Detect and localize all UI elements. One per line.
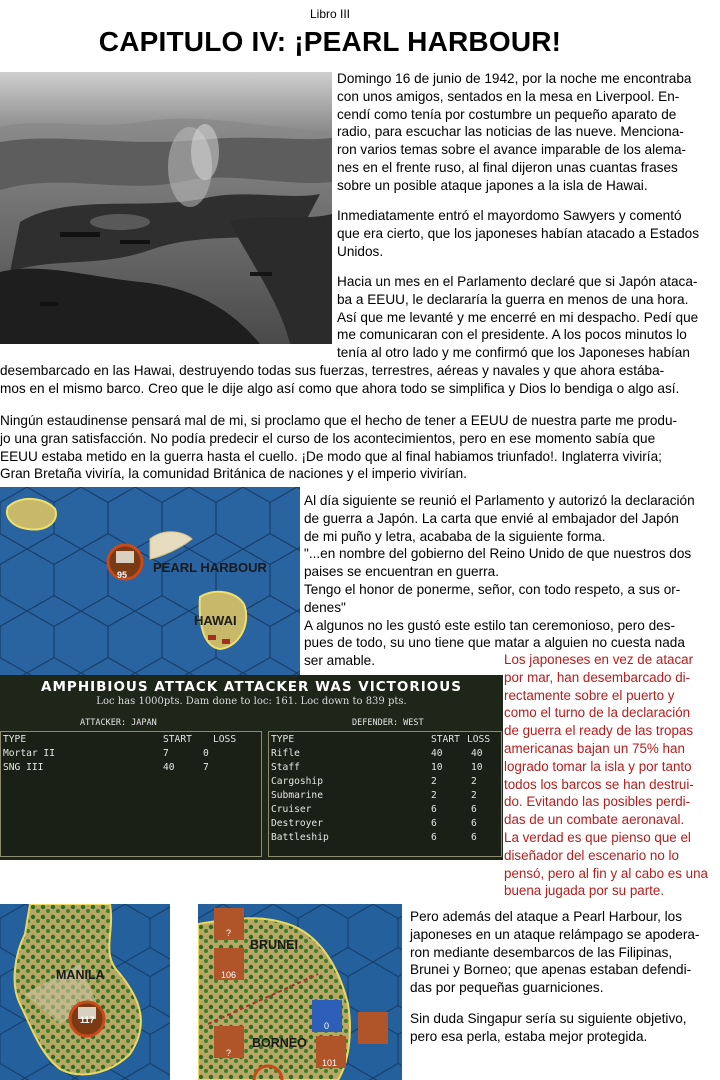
attacker-col-start: START — [163, 734, 192, 745]
table-cell: 7 — [163, 748, 169, 759]
table-cell: 6 — [471, 804, 477, 815]
table-cell: 10 — [471, 762, 483, 773]
label-pearl-harbour: PEARL HARBOUR — [153, 560, 267, 575]
report-subtitle: Loc has 1000pts. Dam done to loc: 161. Loc down to 839 pts. — [96, 696, 407, 707]
report-title: AMPHIBIOUS ATTACK ATTACKER WAS VICTORIOUS — [41, 679, 462, 695]
unit-strength: ? — [226, 928, 232, 938]
manila-map-graphic — [0, 904, 170, 1080]
unit-strength: 0 — [324, 1021, 330, 1031]
attacker-col-loss: LOSS — [213, 734, 237, 745]
paragraph-satisfaction: Ningún estaudinense pensará mal de mi, si proclamo que el hecho de tener a EEUU de nuestra parte me produ- jo una gran satisfacción. No podía predecir el curso de los acontecimientos, pero en ese momento sabía que EEUU estaba metido en la guerra hasta el cuello. ¡De modo que al final habiamos triunfado!. Inglaterra viviría; Gran Bretaña viviría, la comunidad Británica de naciones y el imperio vivirían. — [0, 413, 678, 482]
paragraph-sawyers: Inmediatamente entró el mayordomo Sawyers y comentó que era cierto, que los japoneses habían atacado a Estados Unidos. — [337, 208, 699, 259]
defender-col-start: START — [431, 734, 460, 745]
label-manila: MANILA — [56, 968, 105, 982]
label-hawai: HAWAI — [194, 613, 237, 628]
table-row: Submarine — [271, 790, 323, 801]
unit-strength: 101 — [322, 1058, 338, 1068]
unit-strength: ? — [226, 1048, 232, 1058]
book-label: Libro III — [309, 7, 351, 21]
table-cell: 40 — [163, 762, 175, 773]
chapter-title: CAPITULO IV: ¡PEARL HARBOUR! — [98, 26, 562, 57]
hawaii-hex-map — [0, 487, 300, 677]
defender-table — [268, 731, 502, 857]
unit-strength: 95 — [117, 570, 128, 580]
table-cell: 6 — [431, 818, 437, 829]
attacker-col-type: TYPE — [3, 734, 27, 745]
label-borneo: BORNEO — [252, 1036, 307, 1050]
hawaii-map-graphic — [0, 487, 300, 677]
table-cell: 2 — [431, 790, 437, 801]
table-cell: 7 — [203, 762, 209, 773]
table-cell: 40 — [471, 748, 483, 759]
defender-col-type: TYPE — [271, 734, 295, 745]
unit-strength: 117 — [80, 1015, 95, 1025]
table-cell: 0 — [203, 748, 209, 759]
table-row: SNG III — [3, 762, 44, 773]
table-row: Destroyer — [271, 818, 323, 829]
borneo-hex-map — [198, 904, 402, 1080]
table-cell: 6 — [471, 832, 477, 843]
paragraph-intro: Domingo 16 de junio de 1942, por la noche me encontraba con unos amigos, sentados en la mesa en Liverpool. En- cendí como tenía por costumbre un pequeño aparato de radio, para escuchar las noticias de las nueve. Menciona- ron varios temas sobre el avance imparable de los alema- nes en el frente ruso, al final dijeron unas cuantas frases sobre un posible ataque japones a la isla de Hawai. — [337, 71, 692, 193]
table-row: Cargoship — [271, 776, 323, 787]
table-row: Cruiser — [271, 804, 312, 815]
label-brunei: BRUNEI — [250, 938, 298, 952]
paragraph-philippines: Pero además del ataque a Pearl Harbour, los japoneses en un ataque relámpago se apodera- ron mediante desembarcos de las Filipinas, Brunei y Borneo; que apenas estaban defendi- das por pequeñas guarniciones. — [410, 909, 700, 996]
table-row: Battleship — [271, 832, 329, 843]
table-row: Mortar II — [3, 748, 55, 759]
pearl-harbour-photo — [0, 72, 332, 344]
table-cell: 6 — [471, 818, 477, 829]
attacker-label: ATTACKER: JAPAN — [80, 718, 157, 728]
attacker-table — [0, 731, 262, 857]
table-cell: 2 — [471, 776, 477, 787]
table-cell: 40 — [431, 748, 443, 759]
table-cell: 2 — [471, 790, 477, 801]
battle-report-panel — [0, 675, 503, 860]
aerial-photo-illustration — [0, 72, 332, 344]
paragraph-declaration: Al día siguiente se reunió el Parlamento y autorizó la declaración de guerra a Japón. La carta que envié al embajador del Japón de mi puño y letra, acababa de la siguiente forma. "...en nombre del gobierno del Reino Unido de que nuestros dos paises se encuentran en guerra. Tengo el honor de ponerme, señor, con todo respeto, a sus or- denes" A algunos no les gustó este estilo tan ceremonioso, pero des- pues de todo, su uno tiene que matar a alguien no cuesta nada ser amable. — [304, 493, 695, 669]
table-row: Rifle — [271, 748, 300, 759]
table-cell: 2 — [431, 776, 437, 787]
defender-label: DEFENDER: WEST — [352, 718, 424, 728]
red-commentary-note: Los japoneses en vez de atacar por mar, han desembarcado di- rectamente sobre el puerto y como el turno de la declaración de guerra el ready de las tropas americanas bajan un 75% han logrado tomar la isla y por tanto todos los barcos se han destrui- do. Evitando las posibles perdi- das de un combate aeronaval. La verdad es que pienso que el diseñador del escenario no lo pensó, pero al fin y al cabo es una buena jugada por su parte. — [504, 652, 708, 899]
manila-hex-map — [0, 904, 170, 1080]
unit-counter[interactable] — [358, 1012, 388, 1044]
table-cell: 6 — [431, 804, 437, 815]
unit-strength: 106 — [221, 970, 237, 980]
paragraph-parliament-continued: desembarcado en las Hawai, destruyendo todas sus fuerzas, terrestres, aéreas y navales y que ahora estába- mos en el mismo barco. Creo que le dije algo así como que ahora todo se simplifica y Dios lo bendiga o algo así. — [0, 363, 680, 396]
table-cell: 6 — [431, 832, 437, 843]
table-row: Staff — [271, 762, 300, 773]
paragraph-parliament: Hacia un mes en el Parlamento declaré que si Japón ataca- ba a EEUU, le declararía la guerra en menos de una hora. Así que me levanté y me encerré en mi despacho. Pedí que me comunicaran con el presidente. A los pocos minutos lo tenía al otro lado y me confirmó que los Japoneses habían — [337, 274, 699, 361]
defender-col-loss: LOSS — [467, 734, 491, 745]
table-cell: 10 — [431, 762, 443, 773]
paragraph-singapur: Sin duda Singapur sería su siguiente objetivo, pero esa perla, estaba mejor protegida. — [410, 1011, 687, 1044]
